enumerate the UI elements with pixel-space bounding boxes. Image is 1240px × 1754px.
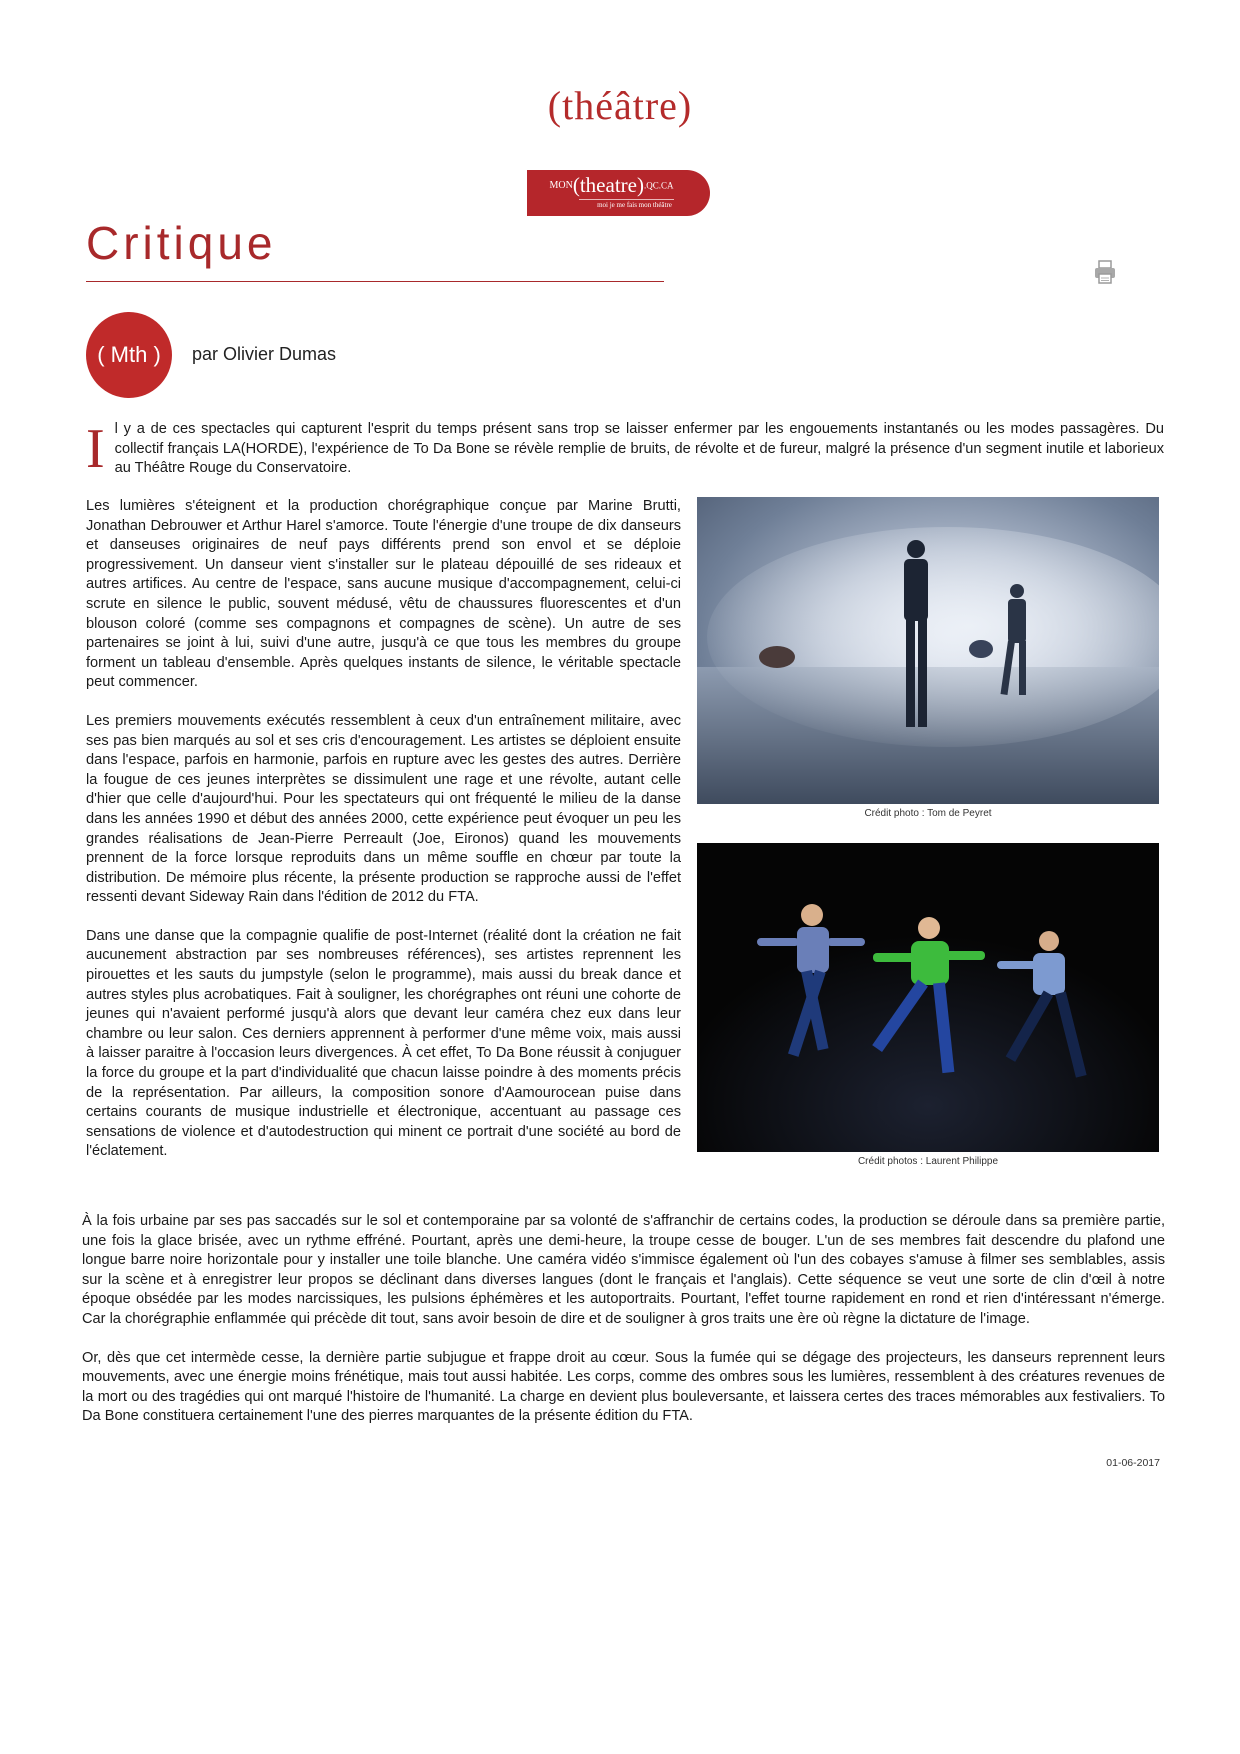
performance-photo-1 (697, 497, 1159, 804)
photo-caption: Crédit photos : Laurent Philippe (857, 1156, 999, 1167)
logo-tagline: moi je me fais mon théâtre (597, 201, 672, 209)
author-avatar: ( Mth ) (86, 312, 172, 398)
photo-caption: Crédit photo : Tom de Peyret (864, 808, 992, 819)
body-paragraph: À la fois urbaine par ses pas saccadés sur le sol et contemporaine par sa volonté de s'affranchir de certains codes, la production se déroule dans sa première partie, une fois la glace brisée, avec un rythme effréné. Pourtant, après une demi-heure, la troupe cesse de bouger. L'un de ses membres fait descendre du plafond une longue barre noire horizontale pour y installer une toile blanche. Une caméra vidéo s'immisce également où l'un des cobayes s'amuse à filmer ses semblables, assis sur la scène et à enregistrer leur propos se déclinant dans diverses langues (dont le français et l'anglais). Cette séquence se veut une sorte de clin d'œil à notre époque obsédée par les modes narcissiques, les pulsions éphémères et les autoportraits. Pourtant, l'effet tourne rapidement en rond et rien d'intéressant n'émerge. Car la chorégraphie enflammée qui précède dit tout, sans avoir besoin de dire et de souligner à gros traits une ère où règne la dictature de l'image. (82, 1213, 1165, 1327)
logo-name: (theatre) (572, 173, 644, 197)
intro-text: l y a de ces spectacles qui capturent l'esprit du temps présent sans trop se laisser enfermer par les engouements instantanés ou les modes passagères. Du collectif français LA(HORDE), l'expérience de To Da Bone se révèle remplie de bruits, de révolte et de fureur, malgré la présence d'un segment inutile et laborieux au Théâtre Rouge du Conservatoire. (114, 421, 1164, 477)
performance-photo-2 (697, 843, 1159, 1152)
publication-date: 01-06-2017 (1106, 1457, 1160, 1469)
article-intro (86, 420, 1164, 479)
section-category-title: (théâtre) (547, 83, 693, 128)
logo-prefix: MON (549, 180, 573, 191)
body-paragraph: Les premiers mouvements exécutés ressemblent à ceux d'un entraînement militaire, avec ses pas bien marqués au sol et ses cris d'encouragement. Les artistes se déploient ensuite dans l'espace, parfois en harmonie, parfois en rupture avec les gestes des autres. Derrière la fougue de ces jeunes interprètes se dissimulent une rage et une révolte, autant celle d'hier que celle d'aujourd'hui. Pour les spectateurs qui ont fréquenté le milieu de la danse dans les années 1990 et début des années 2000, cette expérience peut évoquer un peu les grandes réalisations de Jean-Pierre Perreault (Joe, Eironos) quand les mouvements prennent de la force lorsque reproduits dans un même souffle en chœur par toute la distribution. De mémoire plus récente, la présente production se rapproche aussi de l'effet ressenti devant Sideway Rain dans l'édition de 2012 du FTA. (86, 712, 681, 906)
page-title: Critique (86, 217, 277, 269)
logo-wordmark (527, 173, 696, 198)
body-paragraph: Or, dès que cet intermède cesse, la dernière partie subjugue et frappe droit au cœur. Sous la fumée qui se dégage des projecteurs, les danseurs reprennent leurs mouvements, avec une énergie moins frénétique, mais tout aussi habitée. Les corps, comme des ombres sous les lumières, ressemblent à des créatures revenues de la mort ou des tragédies qui ont marqué l'histoire de l'humanité. La charge en devient plus bouleversante, et laissera certes des traces mémorables aux festivaliers. To Da Bone constituera certainement l'une des pierres marquantes de la présente édition du FTA. (82, 1349, 1165, 1425)
article-body-full-width (82, 1212, 1165, 1446)
body-paragraph: Dans une danse que la compagnie qualifie de post-Internet (réalité dont la création ne fait aucunement abstraction par ses nombreuses références), ses artistes reprennent les pirouettes et les sauts du jumpstyle (selon le programme), mais aussi du break dance et autres styles plus acrobatiques. Fait à souligner, les chorégraphes ont réuni une cohorte de jeunes qui n'avaient performé jusqu'à alors que devant leur caméra chez eux dans leur chambre ou leur salon. Ces derniers apprennent à performer d'une même voix, mais aussi à laisser paraitre à l'occasion leurs divergences. À cet effet, To Da Bone réussit à conjuguer la force du groupe et la part d'individualité que chacun laisse poindre à des moments précis de la représentation. Par ailleurs, la composition sonore d'Aamourocean puise dans certains courants de musique industrielle et électronique, accentuant au passage ces sensations de violence et d'autodestruction qui minent ce portrait d'une société au bord de l'éclatement. (86, 927, 681, 1160)
author-byline: par Olivier Dumas (192, 344, 337, 364)
logo-suffix: .QC.CA (643, 180, 674, 191)
logo-divider (579, 199, 674, 200)
body-paragraph: Les lumières s'éteignent et la production chorégraphique conçue par Marine Brutti, Jonathan Debrouwer et Arthur Harel s'amorce. Toute l'énergie d'une troupe de dix danseurs et danseuses originaires de neuf pays différents prend son envol et se déploie progressivement. Un danseur vient s'installer sur le plateau dépouillé de ses rideaux et autres artifices. Au centre de l'espace, sans aucune musique d'accompagnement, celui-ci scrute en silence le public, souvent médusé, vêtu de chaussures fluorescentes et d'un blouson coloré (comme ses compagnons et compagnes de scène). Un autre de ses partenaires se joint à lui, suivi d'une autre, jusqu'à ce que tous les membres du groupe forment un tableau d'ensemble. Après quelques instants de silence, le véritable spectacle peut commencer. (86, 498, 681, 691)
drop-cap: I (86, 418, 105, 480)
title-underline (86, 281, 664, 282)
printer-icon[interactable] (1093, 259, 1117, 285)
site-logo[interactable] (527, 170, 710, 216)
article-body-left-column (86, 497, 681, 1181)
